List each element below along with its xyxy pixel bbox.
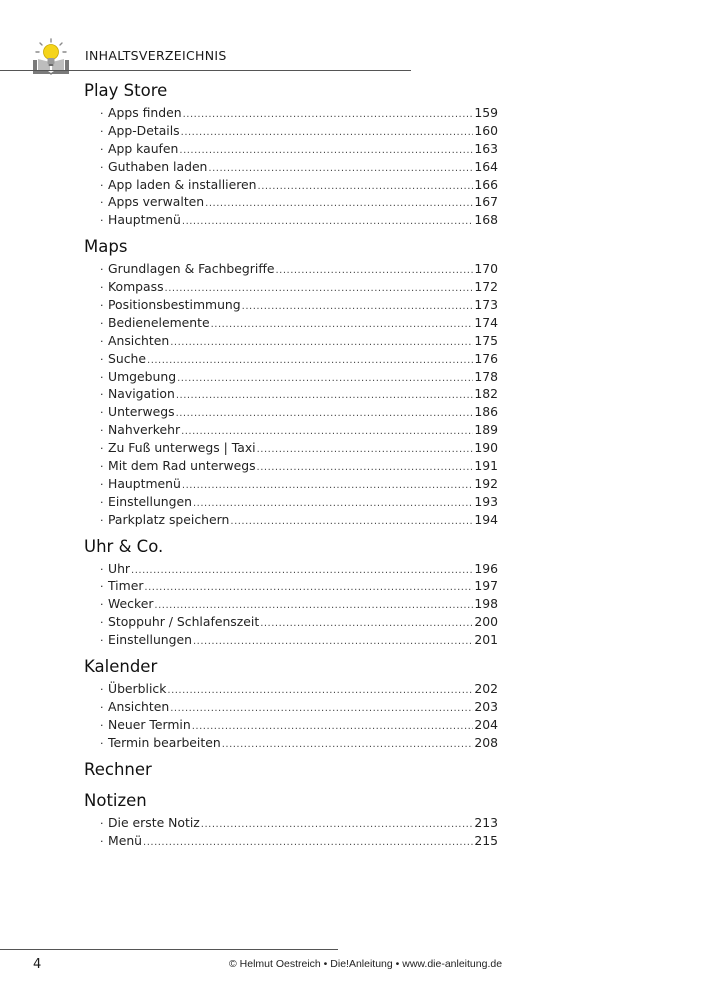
toc-entry-label: Neuer Termin <box>108 716 191 732</box>
dot-leader <box>167 682 473 700</box>
bullet-dot-icon: · <box>100 406 104 420</box>
dot-leader <box>201 816 474 834</box>
toc-entry-label: Ansichten <box>108 698 170 714</box>
dot-leader <box>181 124 474 142</box>
toc-entry-list <box>84 260 498 528</box>
bullet-dot-icon: · <box>100 299 104 313</box>
toc-entry[interactable] <box>100 734 498 752</box>
toc-entry-list <box>84 814 498 850</box>
footer-copyright: © Helmut Oestreich • Die!Anleitung • www.die-anleitung.de <box>229 958 503 970</box>
dot-leader <box>192 718 474 736</box>
toc-entry-label: Die erste Notiz <box>108 814 200 830</box>
toc-entry-label: Menü <box>108 832 143 848</box>
toc-entry[interactable] <box>100 595 498 613</box>
toc-entry-page: 190 <box>474 440 498 456</box>
dot-leader <box>147 352 473 370</box>
bullet-dot-icon: · <box>100 580 104 594</box>
dot-leader <box>242 298 474 316</box>
toc-entry-label: Hauptmenü <box>108 212 181 228</box>
toc-entry-page: 203 <box>474 698 498 714</box>
toc-entry-label: App kaufen <box>108 140 179 156</box>
toc-entry[interactable] <box>100 296 498 314</box>
bullet-dot-icon: · <box>100 281 104 295</box>
bullet-dot-icon: · <box>100 160 104 174</box>
dot-leader <box>131 562 473 580</box>
dot-leader <box>182 477 473 495</box>
bullet-dot-icon: · <box>100 107 104 120</box>
toc-entry[interactable] <box>100 278 498 296</box>
toc-entry-label: Timer <box>108 578 144 594</box>
toc-entry[interactable] <box>100 176 498 194</box>
toc-entry-label: Umgebung <box>108 368 177 384</box>
bullet-dot-icon: · <box>100 142 104 156</box>
toc-entry-label: Parkplatz speichern <box>108 511 230 527</box>
bullet-dot-icon: · <box>100 477 104 491</box>
header-title: INHALTSVERZEICHNIS <box>85 48 227 63</box>
toc-entry-page: 160 <box>474 122 498 138</box>
dot-leader <box>257 441 474 459</box>
toc-entry-page: 182 <box>474 386 498 402</box>
bullet-dot-icon: · <box>100 370 104 384</box>
toc-entry[interactable] <box>100 211 498 229</box>
toc-entry-label: Nahverkehr <box>108 422 181 438</box>
toc-entry-page: 215 <box>474 832 498 848</box>
toc-entry[interactable] <box>100 385 498 403</box>
table-of-contents <box>84 80 498 856</box>
dot-leader <box>260 615 473 633</box>
toc-entry-label: Bedienelemente <box>108 314 210 330</box>
toc-entry-label: Positionsbestimmung <box>108 297 241 313</box>
bullet-dot-icon: · <box>100 316 104 330</box>
toc-entry[interactable] <box>100 457 498 475</box>
toc-entry-label: Apps finden <box>108 105 182 120</box>
toc-entry-page: 204 <box>474 716 498 732</box>
dot-leader <box>183 106 474 124</box>
bullet-dot-icon: · <box>100 334 104 348</box>
toc-entry[interactable] <box>100 122 498 140</box>
toc-entry[interactable] <box>100 104 498 122</box>
dot-leader <box>176 387 474 405</box>
bullet-dot-icon: · <box>100 388 104 402</box>
bullet-dot-icon: · <box>100 424 104 438</box>
dot-leader <box>230 513 473 531</box>
toc-entry-label: Unterwegs <box>108 404 175 420</box>
toc-entry[interactable] <box>100 332 498 350</box>
toc-entry[interactable] <box>100 260 498 278</box>
toc-entry-page: 176 <box>474 350 498 366</box>
toc-section <box>84 536 498 649</box>
toc-entry[interactable] <box>100 421 498 439</box>
toc-entry-label: Zu Fuß unterwegs | Taxi <box>108 440 256 456</box>
bullet-dot-icon: · <box>100 196 104 210</box>
bullet-dot-icon: · <box>100 562 104 576</box>
bullet-dot-icon: · <box>100 178 104 192</box>
header-divider <box>0 70 411 71</box>
page-number: 4 <box>33 957 42 972</box>
toc-entry[interactable] <box>100 577 498 595</box>
toc-entry[interactable] <box>100 716 498 734</box>
toc-entry[interactable] <box>100 439 498 457</box>
dot-leader <box>222 736 474 754</box>
toc-entry-page: 159 <box>474 105 498 120</box>
toc-entry-page: 194 <box>474 511 498 527</box>
toc-entry-page: 173 <box>474 297 498 313</box>
toc-entry-page: 174 <box>474 314 498 330</box>
toc-entry-page: 193 <box>474 493 498 509</box>
toc-entry[interactable] <box>100 560 498 578</box>
toc-entry-label: Einstellungen <box>108 632 192 648</box>
bullet-dot-icon: · <box>100 700 104 714</box>
toc-section <box>84 236 498 528</box>
toc-entry[interactable] <box>100 158 498 176</box>
toc-entry[interactable] <box>100 814 498 832</box>
toc-entry-list <box>84 680 498 752</box>
toc-entry[interactable] <box>100 368 498 386</box>
toc-entry[interactable] <box>100 475 498 493</box>
dot-leader <box>193 633 473 651</box>
dot-leader <box>170 334 473 352</box>
toc-entry-label: Navigation <box>108 386 175 402</box>
dot-leader <box>170 700 473 718</box>
toc-entry-label: Einstellungen <box>108 493 192 509</box>
toc-entry-page: 170 <box>474 261 498 277</box>
toc-entry-page: 201 <box>474 632 498 648</box>
toc-entry-page: 208 <box>474 734 498 750</box>
toc-entry-page: 202 <box>474 681 498 697</box>
section-title: Maps <box>84 237 128 257</box>
toc-entry-label: Ansichten <box>108 332 170 348</box>
toc-entry[interactable] <box>100 403 498 421</box>
bullet-dot-icon: · <box>100 352 104 366</box>
toc-entry-page: 198 <box>474 596 498 612</box>
bullet-dot-icon: · <box>100 634 104 648</box>
toc-entry[interactable] <box>100 193 498 211</box>
toc-entry-page: 168 <box>474 212 498 228</box>
section-title: Uhr & Co. <box>84 536 164 556</box>
toc-entry-label: Suche <box>108 350 147 366</box>
toc-entry-label: Apps verwalten <box>108 194 205 210</box>
dot-leader <box>211 316 474 334</box>
toc-entry[interactable] <box>100 680 498 698</box>
dot-leader <box>205 195 473 213</box>
dot-leader <box>257 459 474 477</box>
toc-entry-page: 164 <box>474 158 498 174</box>
bullet-dot-icon: · <box>100 263 104 277</box>
bullet-dot-icon: · <box>100 460 104 474</box>
toc-entry-page: 192 <box>474 475 498 491</box>
toc-entry[interactable] <box>100 350 498 368</box>
toc-entry[interactable] <box>100 613 498 631</box>
section-title: Notizen <box>84 790 147 810</box>
toc-section <box>84 790 498 850</box>
toc-entry-label: Stoppuhr / Schlafenszeit <box>108 614 260 630</box>
bullet-dot-icon: · <box>100 214 104 228</box>
toc-entry-label: Grundlagen & Fachbegriffe <box>108 261 275 277</box>
bullet-dot-icon: · <box>100 616 104 630</box>
bullet-dot-icon: · <box>100 683 104 697</box>
section-title: Play Store <box>84 81 168 100</box>
dot-leader <box>275 262 473 280</box>
bullet-dot-icon: · <box>100 495 104 509</box>
toc-entry-page: 167 <box>474 194 498 210</box>
toc-entry-label: Mit dem Rad unterwegs <box>108 458 256 474</box>
toc-entry[interactable] <box>100 493 498 511</box>
toc-entry-label: Guthaben laden <box>108 158 208 174</box>
toc-entry[interactable] <box>100 631 498 649</box>
toc-entry-list <box>84 560 498 649</box>
bullet-dot-icon: · <box>100 736 104 750</box>
toc-entry-label: App-Details <box>108 122 180 138</box>
toc-entry-page: 166 <box>474 176 498 192</box>
toc-entry-page: 163 <box>474 140 498 156</box>
toc-entry[interactable] <box>100 314 498 332</box>
dot-leader <box>177 370 473 388</box>
toc-entry-page: 200 <box>474 614 498 630</box>
toc-entry-label: Termin bearbeiten <box>108 734 221 750</box>
bullet-dot-icon: · <box>100 442 104 456</box>
section-title: Rechner <box>84 759 152 779</box>
bullet-dot-icon: · <box>100 513 104 527</box>
toc-entry-page: 196 <box>474 560 498 576</box>
toc-entry-label: Wecker <box>108 596 154 612</box>
toc-entry-page: 172 <box>474 279 498 295</box>
toc-entry-label: Hauptmenü <box>108 475 181 491</box>
toc-entry[interactable] <box>100 140 498 158</box>
bullet-dot-icon: · <box>100 124 104 138</box>
toc-section <box>84 80 498 229</box>
toc-entry-page: 191 <box>474 458 498 474</box>
toc-entry-page: 178 <box>474 368 498 384</box>
toc-entry-page: 189 <box>474 422 498 438</box>
toc-entry[interactable] <box>100 832 498 850</box>
toc-entry-page: 197 <box>474 578 498 594</box>
bullet-dot-icon: · <box>100 816 104 830</box>
bullet-dot-icon: · <box>100 834 104 848</box>
dot-leader <box>143 834 473 852</box>
toc-entry-page: 175 <box>474 332 498 348</box>
toc-entry[interactable] <box>100 511 498 529</box>
toc-entry-page: 186 <box>474 404 498 420</box>
dot-leader <box>193 495 473 513</box>
toc-entry-list <box>84 104 498 229</box>
section-title: Kalender <box>84 657 158 677</box>
dot-leader <box>176 405 474 423</box>
bullet-dot-icon: · <box>100 718 104 732</box>
dot-leader <box>144 579 473 597</box>
dot-leader <box>179 142 473 160</box>
toc-entry-label: Überblick <box>108 681 167 697</box>
bullet-dot-icon: · <box>100 598 104 612</box>
toc-entry-label: App laden & installieren <box>108 176 257 192</box>
toc-section <box>84 759 498 783</box>
footer-divider <box>0 949 338 950</box>
toc-section <box>84 656 498 752</box>
dot-leader <box>258 178 474 196</box>
toc-entry-label: Uhr <box>108 560 131 576</box>
toc-entry-label: Kompass <box>108 279 164 295</box>
toc-entry[interactable] <box>100 698 498 716</box>
toc-entry-page: 213 <box>474 814 498 830</box>
dot-leader <box>182 213 473 231</box>
